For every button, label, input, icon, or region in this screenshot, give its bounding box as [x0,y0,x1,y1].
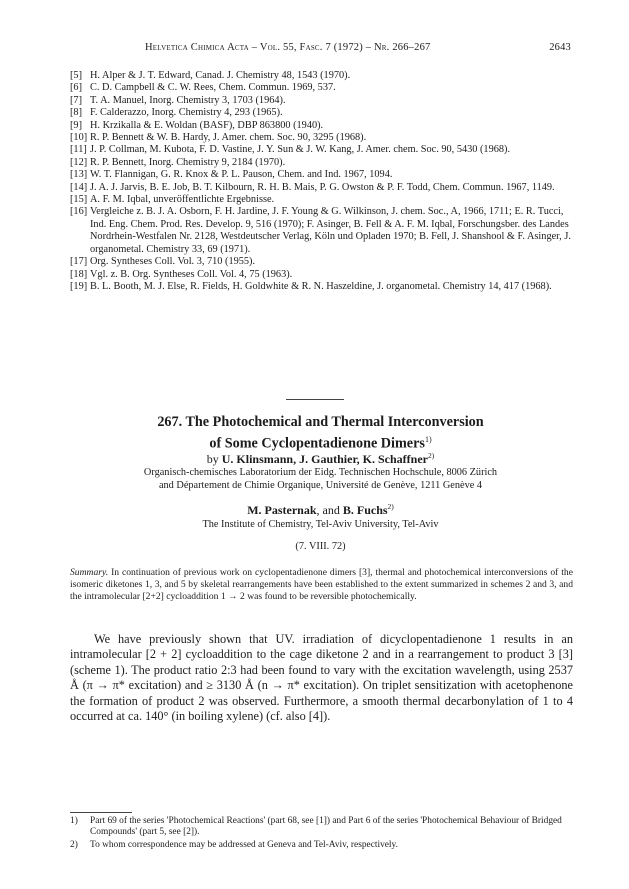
article-title [70,414,571,453]
title-line-2: of Some Cyclopentadienone Dimers [209,435,425,452]
footnote-item: 2) To whom correspondence may be addressed at Geneva and Tel-Aviv, respectively. [70,839,398,850]
title-footnote-marker: 1) [424,435,432,444]
reference-item: [6] C. D. Campbell & C. W. Rees, Chem. Commun. 1969, 537. [70,82,336,94]
reference-item: [13] W. T. Flannigan, G. R. Knox & P. L. Pauson, Chem. and Ind. 1967, 1094. [70,169,393,181]
reference-item: [18] Vgl. z. B. Org. Syntheses Coll. Vol. 4, 75 (1963). [70,268,293,280]
body-paragraph: We have previously shown that UV. irradiation of dicyclopentadienone 1 results in an intramolecular [2 + 2] cycloaddition to the cage diketone 2 and in a rearrangement to product 3 [3] (scheme 1). The product ratio 2:3 had been found to vary with the excitation wavelength, using 2537 Å (π → π* excitation) and ≥ 3130 Å (n → π* excitation). On triplet sensitization with acetophenone the formation of product 2 was observed. Furthermore, a smooth thermal decarbonylation of 1 to 4 occurred at ca. 140° (in boiling xylene) (cf. also [4]). [70,632,573,724]
reference-item: [14] J. A. J. Jarvis, B. E. Job, B. T. Kilbourn, R. H. B. Mais, P. G. Owston & P. F. Todd, Chem. Commun. 1967, 1149. [70,181,555,193]
author-pasternak: M. Pasternak [247,503,317,517]
reference-item: [5] H. Alper & J. T. Edward, Canad. J. Chemistry 48, 1543 (1970). [70,70,351,81]
author-names-1: U. Klinsmann, J. Gauthier, K. Schaffner [221,452,428,466]
author-line-2: M. Pasternak, and B. Fuchs$^{2)}$ [247,502,394,517]
page-number: 2643 [549,42,571,53]
reference-item: [11] J. P. Collman, M. Kubota, F. D. Vastine, J. Y. Sun & J. W. Kang, J. Amer. chem. Soc. 90, 5430 (1968). [70,144,511,156]
journal-title: Helvetica Chimica Acta – Vol. 55, Fasc. 7 (1972) – Nr. 266–267 [145,42,431,53]
received-date: (7. VIII. 72) [295,541,346,552]
running-header [70,42,571,56]
article-number: 267. [157,414,183,430]
author-line-1: by U. Klinsmann, J. Gauthier, K. Schaffner$^{2)}$ [206,451,435,466]
footnotes [70,816,573,852]
affiliation-1: Organisch-chemisches Laboratorium der Eidg. Technischen Hochschule, 8006 Zürich and Département de Chimie Organique, Université de Genève, 1211 Genève 4 [143,467,498,491]
reference-item: [8] F. Calderazzo, Inorg. Chemistry 4, 293 (1965). [70,107,283,119]
section-divider [286,399,344,400]
reference-list [70,70,573,293]
author-footnote-marker-2: 2) [387,502,394,511]
reference-item: [16] Vergleiche z. B. J. A. Osborn, F. H. Jardine, J. F. Young & G. Wilkinson, J. chem. Soc., A, 1966, 1711; E. R. Tucci, Ind. Eng. Chem. Prod. Res. Develop. 9, 516 (1970); F. Asinger, B. Fell & A. F. M. Iqbal, Forschungsber. des Landes Nordrhein-Westfalen Nr. 2128, Westdeutscher Verlag, Köln und Opladen 1970; B. Fell, J. Shanshool & F. Asinger, J. organometal. Chemistry 33, 69 (1971). [70,206,571,255]
reference-item: [9] H. Krzikalla & E. Woldan (BASF), DBP 863800 (1940). [70,119,324,131]
summary-text: In continuation of previous work on cyclopentadienone dimers [3], thermal and photochemical interconversions of the isomeric diketones 1, 3, and 5 by skeletal rearrangements have been established to the extent summarized in schemes 2 and 3, and the intramolecular [2+2] cycloaddition 1 → 2 was found to be reversible photochemically. [70,567,573,602]
author-fuchs: B. Fuchs [342,503,388,517]
title-line-1: The Photochemical and Thermal Interconversion [185,414,484,430]
footnote-rule [70,812,132,813]
summary-label: Summary. [70,567,109,578]
summary-abstract [70,567,573,603]
reference-item: [7] T. A. Manuel, Inorg. Chemistry 3, 1703 (1964). [70,94,286,106]
author-footnote-marker-1: 2) [428,451,435,460]
reference-item: [19] B. L. Booth, M. J. Else, R. Fields, H. Goldwhite & R. N. Haszeldine, J. organometal. Chemistry 14, 417 (1968). [70,280,552,292]
reference-item: [15] A. F. M. Iqbal, unveröffentlichte Ergebnisse. [70,194,275,206]
reference-item: [10] R. P. Bennett & W. B. Hardy, J. Amer. chem. Soc. 90, 3295 (1968). [70,132,367,144]
reference-item: [17] Org. Syntheses Coll. Vol. 3, 710 (1955). [70,256,256,268]
footnote-item: 1) Part 69 of the series 'Photochemical Reactions' (part 68, see [1]) and Part 6 of the series 'Photochemical Behaviour of Bridged Compounds' (part 5, see [2]). [70,816,562,838]
reference-item: [12] R. P. Bennett, Inorg. Chemistry 9, 2184 (1970). [70,156,286,168]
affiliation-2: The Institute of Chemistry, Tel-Aviv University, Tel-Aviv [202,519,439,530]
